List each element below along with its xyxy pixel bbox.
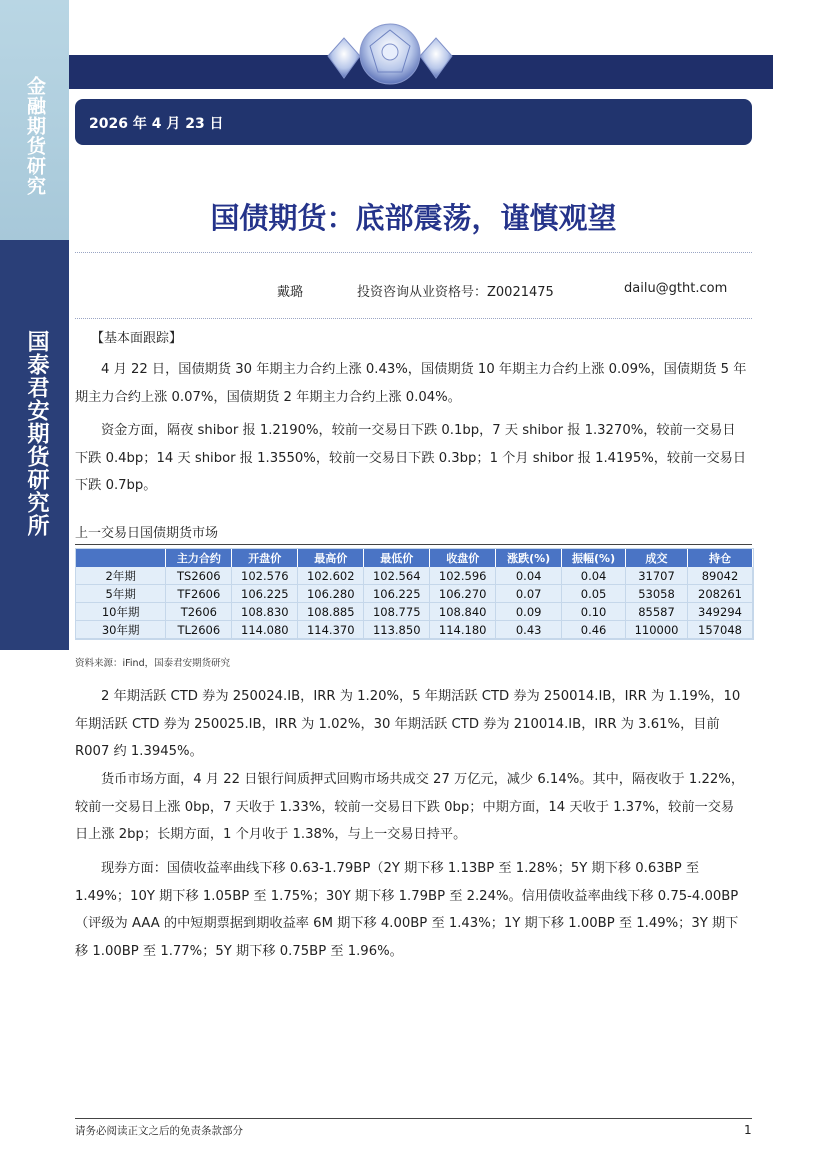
table-row-label: 30年期	[76, 621, 166, 639]
caption-rule	[75, 544, 752, 545]
table-cell: 208261	[688, 585, 753, 603]
table-header-cell: 开盘价	[232, 549, 298, 567]
table-cell: 110000	[626, 621, 688, 639]
paragraph-futures-summary: 4 月 22 日，国债期货 30 年期主力合约上涨 0.43%，国债期货 10 年期主力合约上涨 0.09%，国债期货 5 年期主力合约上涨 0.07%，国债期货 2 年期主力合约上涨 0.04%。	[75, 362, 747, 405]
diamond-logo-icon	[322, 16, 458, 90]
sidebar-institute-label: 国泰君安期货研究所	[24, 330, 50, 537]
table-cell: T2606	[166, 603, 232, 621]
report-date: 2026 年 4 月 23 日	[89, 116, 224, 132]
paragraph-cash-bonds: 现券方面：国债收益率曲线下移 0.63-1.79BP（2Y 期下移 1.13BP 至 1.28%；5Y 期下移 0.63BP 至 1.49%；10Y 期下移 1.05BP 至 1.75%；30Y 期下移 1.79BP 至 2.24%。信用债收益率曲线下移 0.75-4.00BP（评级为 AAA 的中短期票据到期收益率 6M 期下移 4.00BP 至 1.43%；1Y 期下移 1.00BP 至 1.49%；3Y 期下移 1.00BP 至 1.77%；5Y 期下移 0.75BP 至 1.96%。	[75, 861, 739, 959]
paragraph-funding: 资金方面，隔夜 shibor 报 1.2190%，较前一交易日下跌 0.1bp，7 天 shibor 报 1.3270%，较前一交易日下跌 0.4bp；14 天 shibor 报 1.3550%，较前一交易日下跌 0.3bp；1 个月 shibor 报 1.4195%，较前一交易日下跌 0.7bp。	[75, 423, 747, 493]
sidebar-category-label: 金融期货研究	[24, 76, 46, 196]
table-cell: 53058	[626, 585, 688, 603]
table-cell: 114.080	[232, 621, 298, 639]
table-row-label: 5年期	[76, 585, 166, 603]
table-header-cell: 成交	[626, 549, 688, 567]
futures-table	[75, 548, 754, 640]
table-cell: 0.07	[496, 585, 562, 603]
table-cell: 31707	[626, 567, 688, 585]
table-cell: 157048	[688, 621, 753, 639]
table-header-cell: 主力合约	[166, 549, 232, 567]
table-header-cell: 振幅(%)	[562, 549, 626, 567]
table-row	[76, 621, 753, 639]
page-number: 1	[744, 1123, 752, 1137]
report-title: 国债期货：底部震荡，谨慎观望	[210, 201, 617, 235]
table-cell: 0.09	[496, 603, 562, 621]
table-header-cell: 涨跌(%)	[496, 549, 562, 567]
author-email[interactable]: dailu@gtht.com	[624, 281, 728, 296]
date-bar	[75, 99, 752, 145]
footer-disclaimer: 请务必阅读正文之后的免责条款部分	[75, 1125, 243, 1137]
table-cell: 108.830	[232, 603, 298, 621]
table-cell: 106.225	[364, 585, 430, 603]
table-row-label: 2年期	[76, 567, 166, 585]
title-divider	[75, 252, 752, 253]
table-cell: 102.602	[298, 567, 364, 585]
table-header-cell: 最低价	[364, 549, 430, 567]
table-cell: 106.270	[430, 585, 496, 603]
table-cell: 0.46	[562, 621, 626, 639]
footer-rule	[75, 1118, 752, 1119]
author-qualification: 投资咨询从业资格号：Z0021475	[357, 285, 554, 300]
table-cell: TS2606	[166, 567, 232, 585]
table-cell: 102.596	[430, 567, 496, 585]
section-tag: 【基本面跟踪】	[91, 331, 183, 346]
table-cell: 114.180	[430, 621, 496, 639]
author-divider	[75, 318, 752, 319]
table-header-cell: 收盘价	[430, 549, 496, 567]
table-caption: 上一交易日国债期货市场	[75, 526, 219, 541]
table-cell: 113.850	[364, 621, 430, 639]
table-cell: 108.885	[298, 603, 364, 621]
table-cell: 85587	[626, 603, 688, 621]
table-cell: TL2606	[166, 621, 232, 639]
table-cell: 349294	[688, 603, 753, 621]
table-cell: TF2606	[166, 585, 232, 603]
table-cell: 102.564	[364, 567, 430, 585]
table-header-cell: 持仓	[688, 549, 753, 567]
table-row-label: 10年期	[76, 603, 166, 621]
table-cell: 0.05	[562, 585, 626, 603]
table-cell: 0.43	[496, 621, 562, 639]
table-row	[76, 603, 753, 621]
table-cell: 102.576	[232, 567, 298, 585]
author-name: 戴璐	[277, 285, 304, 300]
table-cell: 106.280	[298, 585, 364, 603]
table-cell: 0.10	[562, 603, 626, 621]
table-row	[76, 567, 753, 585]
table-cell: 114.370	[298, 621, 364, 639]
table-source: 资料来源：iFind，国泰君安期货研究	[75, 658, 231, 669]
table-cell: 0.04	[496, 567, 562, 585]
table-cell: 108.840	[430, 603, 496, 621]
paragraph-ctd: 2 年期活跃 CTD 券为 250024.IB，IRR 为 1.20%，5 年期活跃 CTD 券为 250014.IB，IRR 为 1.19%，10 年期活跃 CTD 券为 250025.IB，IRR 为 1.02%，30 年期活跃 CTD 券为 210014.IB，IRR 为 3.61%，目前 R007 约 1.3945%。	[75, 689, 741, 759]
sidebar-top-band	[0, 0, 69, 240]
table-cell: 108.775	[364, 603, 430, 621]
table-row	[76, 585, 753, 603]
table-cell: 0.04	[562, 567, 626, 585]
table-header-cell: 最高价	[298, 549, 364, 567]
paragraph-money-market: 货币市场方面，4 月 22 日银行间质押式回购市场共成交 27 万亿元，减少 6.14%。其中，隔夜收于 1.22%，较前一交易日上涨 0bp，7 天收于 1.33%，较前一交易日下跌 0bp；中期方面，14 天收于 1.37%，较前一交易日上涨 2bp；长期方面，1 个月收于 1.38%，与上一交易日持平。	[75, 772, 745, 842]
table-header-cell	[76, 549, 166, 567]
table-cell: 106.225	[232, 585, 298, 603]
table-cell: 89042	[688, 567, 753, 585]
